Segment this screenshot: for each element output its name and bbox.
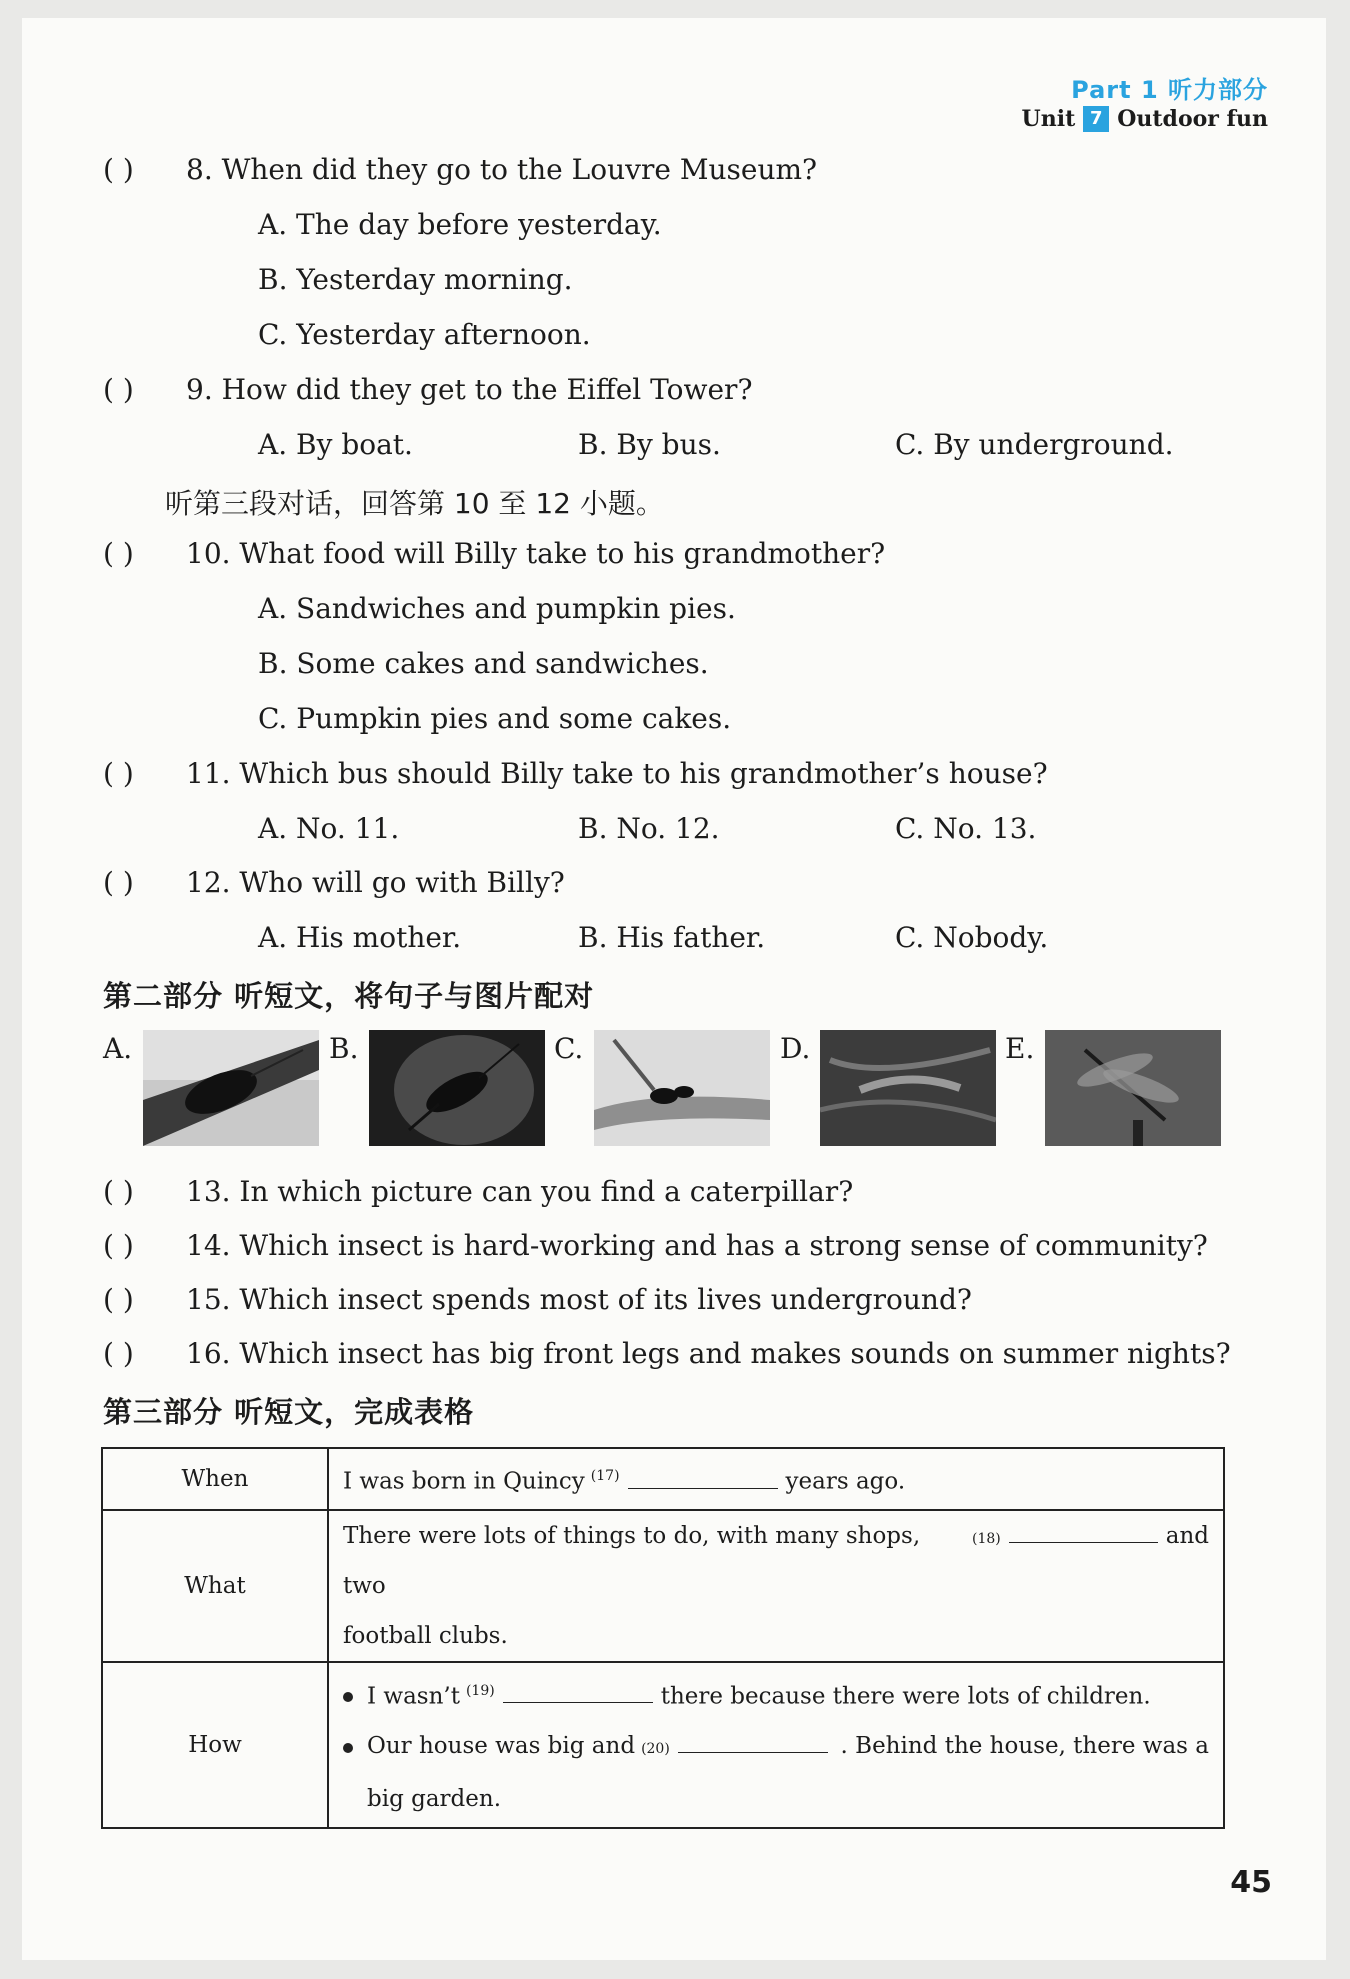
cricket-photo (369, 1030, 545, 1146)
bullet-icon (343, 1692, 353, 1702)
bullet-icon (343, 1743, 353, 1753)
question-text: 11. Which bus should Billy take to his grandmother’s house? (186, 757, 1048, 790)
how-b1-text-2: there because there were lots of children. (660, 1683, 1151, 1710)
picture-label-c: C. (554, 1032, 584, 1065)
question-14 (103, 1229, 1208, 1262)
when-text-1: I was born in Quincy (343, 1468, 585, 1495)
header-part: Part 1 听力部分 (1071, 76, 1268, 104)
header-unit (1022, 106, 1268, 132)
how-b2-text-1: Our house was big and (367, 1733, 636, 1760)
option-12a: A. His mother. (258, 921, 462, 954)
question-12 (103, 866, 565, 899)
how-bullet-2 (343, 1721, 1209, 1774)
how-b2-text-2: . Behind the house, there was a (840, 1733, 1209, 1760)
question-9 (103, 373, 752, 406)
option-9a: A. By boat. (258, 428, 413, 461)
section-3-title: 第三部分 听短文，完成表格 (103, 1395, 475, 1429)
question-13 (103, 1175, 853, 1208)
unit-number-badge: 7 (1083, 106, 1109, 132)
option-10a: A. Sandwiches and pumpkin pies. (258, 592, 736, 625)
blank-20[interactable] (678, 1730, 828, 1753)
option-10b: B. Some cakes and sandwiches. (258, 647, 709, 680)
blank-18[interactable] (1009, 1520, 1158, 1543)
section-2-title: 第二部分 听短文，将句子与图片配对 (103, 979, 595, 1013)
answer-bracket[interactable]: ( ) (103, 1229, 134, 1262)
option-12c: C. Nobody. (895, 921, 1049, 954)
answer-bracket[interactable]: ( ) (103, 153, 134, 186)
question-text: 9. How did they get to the Eiffel Tower? (186, 373, 753, 406)
question-text: 15. Which insect spends most of its lives underground? (186, 1283, 972, 1316)
option-9b: B. By bus. (578, 428, 721, 461)
question-8 (103, 153, 817, 186)
option-12b: B. His father. (578, 921, 766, 954)
picture-label-b: B. (329, 1032, 359, 1065)
how-b2-text-3: big garden. (367, 1786, 502, 1813)
option-8c: C. Yesterday afternoon. (258, 318, 591, 351)
question-text: 16. Which insect has big front legs and makes sounds on summer nights? (186, 1337, 1231, 1370)
answer-bracket[interactable]: ( ) (103, 373, 134, 406)
cockroach-photo (143, 1030, 319, 1146)
answer-bracket[interactable]: ( ) (103, 866, 134, 899)
question-15 (103, 1283, 972, 1316)
how-bullet-1 (343, 1666, 1209, 1722)
picture-label-d: D. (780, 1032, 811, 1065)
question-text: 8. When did they go to the Louvre Museum? (186, 153, 818, 186)
table-row-what (102, 1510, 1224, 1662)
dragonfly-photo (1045, 1030, 1221, 1146)
unit-title: Outdoor fun (1117, 106, 1268, 132)
answer-bracket[interactable]: ( ) (103, 1337, 134, 1370)
picture-label-a: A. (103, 1032, 133, 1065)
blank-19[interactable] (503, 1680, 653, 1703)
fill-in-table (101, 1447, 1225, 1829)
answer-bracket[interactable]: ( ) (103, 757, 134, 790)
caterpillar-photo (820, 1030, 996, 1146)
question-text: 13. In which picture can you find a caterpillar? (186, 1175, 854, 1208)
picture-label-e: E. (1005, 1032, 1035, 1065)
cell-what (328, 1510, 1224, 1662)
blank-17[interactable] (628, 1466, 778, 1489)
blank-number-19: (19) (465, 1682, 495, 1699)
blank-number-18: (18) (972, 1531, 1001, 1547)
when-text-2: years ago. (785, 1468, 906, 1495)
how-b1-text-1: I wasn’t (367, 1683, 460, 1710)
question-text: 10. What food will Billy take to his grandmother? (186, 537, 886, 570)
option-11b: B. No. 12. (578, 812, 720, 845)
answer-bracket[interactable]: ( ) (103, 1283, 134, 1316)
what-text-1: There were lots of things to do, with many shops, two (343, 1523, 921, 1599)
blank-number-17: (17) (590, 1468, 620, 1485)
question-16 (103, 1337, 1231, 1370)
what-text-2: and (1165, 1523, 1209, 1549)
option-11c: C. No. 13. (895, 812, 1037, 845)
label-what: What (102, 1510, 328, 1662)
unit-label: Unit (1021, 106, 1076, 132)
option-8b: B. Yesterday morning. (258, 263, 573, 296)
label-when: When (102, 1448, 328, 1510)
ant-photo (594, 1030, 770, 1146)
cell-how (328, 1662, 1224, 1828)
question-text: 14. Which insect is hard-working and has a strong sense of community? (186, 1229, 1208, 1262)
cell-when (328, 1448, 1224, 1510)
option-10c: C. Pumpkin pies and some cakes. (258, 702, 732, 735)
blank-number-20: (20) (641, 1741, 670, 1758)
answer-bracket[interactable]: ( ) (103, 537, 134, 570)
what-text-3: football clubs. (343, 1623, 508, 1649)
question-text: 12. Who will go with Billy? (186, 866, 565, 899)
table-row-how (102, 1662, 1224, 1828)
label-how: How (102, 1662, 328, 1828)
option-8a: A. The day before yesterday. (258, 208, 662, 241)
question-10 (103, 537, 885, 570)
option-9c: C. By underground. (895, 428, 1174, 461)
option-11a: A. No. 11. (258, 812, 400, 845)
page-number: 45 (1230, 1865, 1272, 1900)
table-row-when (102, 1448, 1224, 1510)
instruction-dialogue-3: 听第三段对话，回答第 10 至 12 小题。 (165, 487, 664, 520)
question-11 (103, 757, 1048, 790)
answer-bracket[interactable]: ( ) (103, 1175, 134, 1208)
